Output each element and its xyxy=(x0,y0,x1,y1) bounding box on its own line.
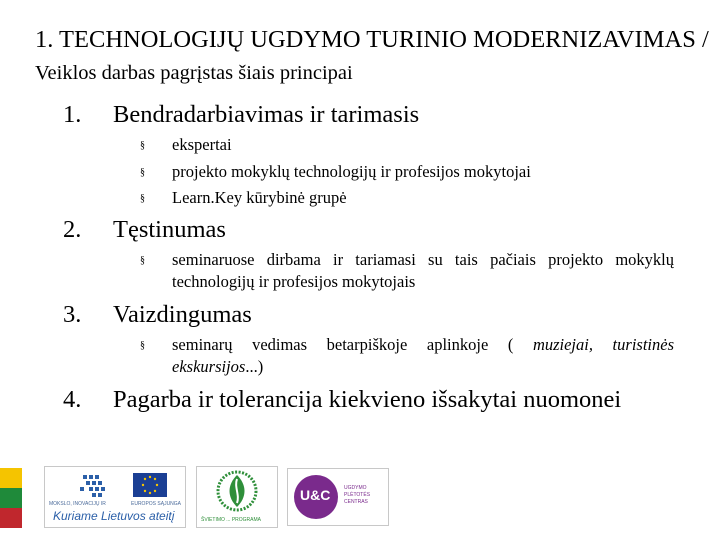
section-title: Pagarba ir tolerancija kiekvieno išsakytai nuomonei xyxy=(113,386,622,413)
bullet-text-plain: seminarų vedimas betarpiškoje aplinkoje ( xyxy=(172,335,533,354)
svietimas-logo xyxy=(196,466,278,528)
section-title: Tęstinumas xyxy=(113,216,226,243)
section-number: 4. xyxy=(63,386,82,413)
lithuanian-flag xyxy=(0,468,22,528)
section-1-heading xyxy=(63,100,419,130)
section-4-heading xyxy=(63,385,675,415)
flag-yellow-stripe xyxy=(0,468,22,488)
section-2-heading xyxy=(63,215,226,245)
title-subtitle: Veiklos darbas pagrįstas šiais principai xyxy=(35,62,353,84)
title-main: 1. TECHNOLOGIJŲ UGDYMO TURINIO MODERNIZAVIMAS / xyxy=(35,26,709,53)
bullet-text: Learn.Key kūrybinė grupė xyxy=(172,188,347,207)
bullet-icon: § xyxy=(140,340,145,351)
esf-caption: Kuriame Lietuvos ateitį xyxy=(53,509,175,523)
bullet-text: seminaruose dirbama ir tariamasi su tais pačiais projekto mokyklų technologijų ir profesijos mokytojais xyxy=(172,250,674,291)
section-3-heading xyxy=(63,300,252,330)
flag-red-stripe xyxy=(0,508,22,528)
svietimas-caption: ŠVIETIMO ... PROGRAMA xyxy=(201,517,262,523)
leaf-emblem-icon xyxy=(197,467,277,517)
flag-green-stripe xyxy=(0,488,22,508)
esf-right-small-text: EUROPOS SĄJUNGA xyxy=(131,501,182,507)
bullet-icon: § xyxy=(140,167,145,178)
upc-name: UGDYMO PLĖTOTĖS CENTRAS xyxy=(344,485,371,505)
bullet-text xyxy=(172,334,674,378)
bullet-text-end: ...) xyxy=(245,357,264,376)
section-number: 2. xyxy=(63,216,82,243)
slide-title xyxy=(35,24,715,89)
upc-logo xyxy=(287,468,389,526)
section-number: 3. xyxy=(63,301,82,328)
bullet-text: ekspertai xyxy=(172,135,232,154)
esf-left-small-text: MOKSLO, INOVACIJŲ IR xyxy=(49,501,106,507)
section-title: Bendradarbiavimas ir tarimasis xyxy=(113,101,420,128)
upc-monogram: U&C xyxy=(300,487,331,503)
esf-logo xyxy=(44,466,186,528)
bullet-icon: § xyxy=(140,193,145,204)
section-number: 1. xyxy=(63,101,82,128)
bullet-text-italic: muziejai, turistinės ekskursijos xyxy=(172,335,674,376)
section-title: Vaizdingumas xyxy=(113,301,252,328)
bullet-text: projekto mokyklų technologijų ir profesijos mokytojai xyxy=(172,162,531,181)
bullet-icon: § xyxy=(140,255,145,266)
bullet-icon: § xyxy=(140,140,145,151)
